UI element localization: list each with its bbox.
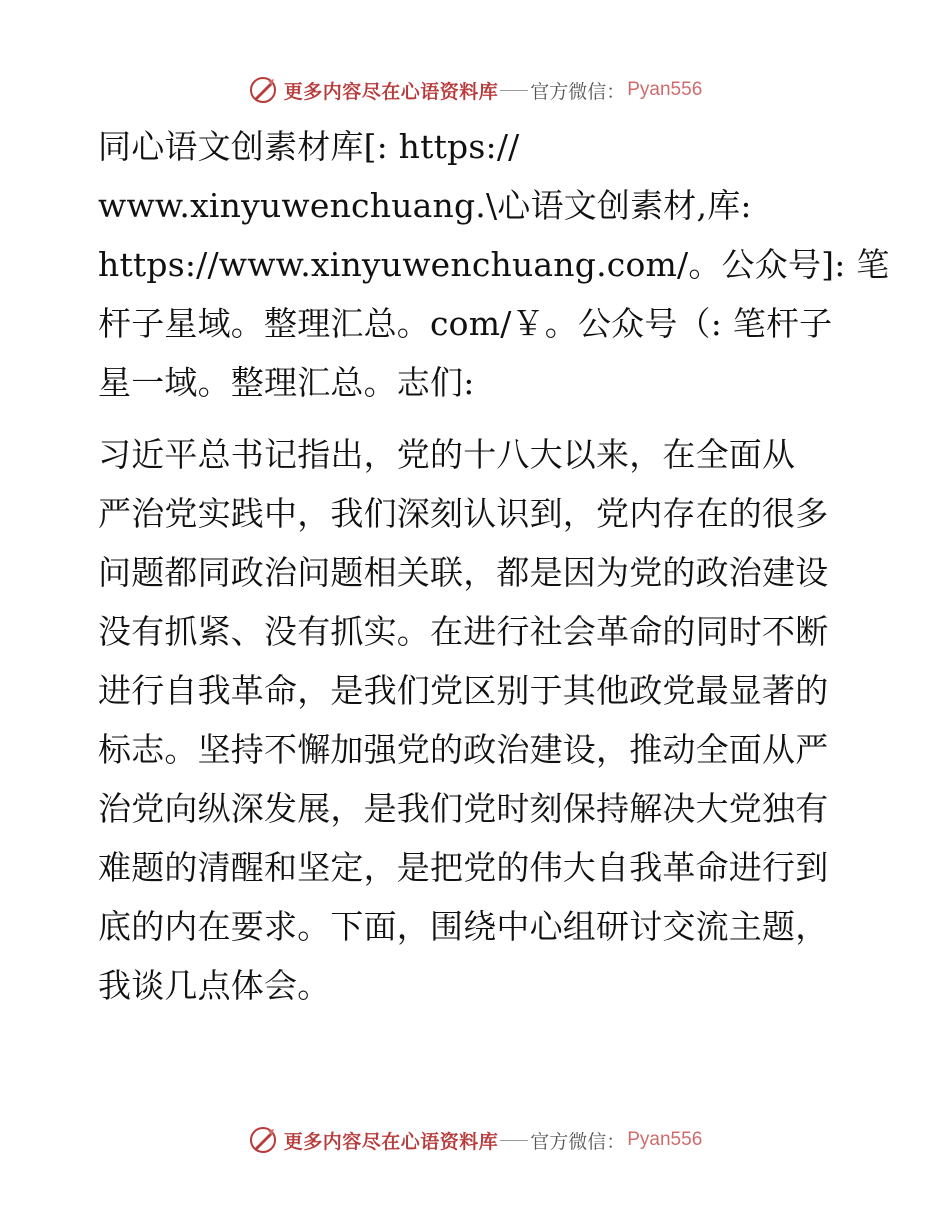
body-line: 底的内在要求。下面，围绕中心组研讨交流主题， bbox=[98, 907, 829, 946]
intro-line: 同心语文创素材库[: https:// bbox=[98, 127, 520, 166]
body-line: 标志。坚持不懈加强党的政治建设，推动全面从严 bbox=[98, 730, 829, 769]
body-line: 我谈几点体会。 bbox=[98, 966, 331, 1005]
intro-line: www.xinyuwenchuang.\心语文创素材,库: bbox=[98, 186, 752, 225]
footer-banner-sub-text: 官方微信： bbox=[530, 1130, 626, 1153]
footer-banner-contact: Pyan556 bbox=[627, 1129, 703, 1150]
intro-line: 星一域。整理汇总。志们: bbox=[98, 363, 475, 402]
body-line: 难题的清醒和坚定，是把党的伟大自我革命进行到 bbox=[98, 848, 829, 887]
quill-logo-icon bbox=[248, 1125, 278, 1155]
intro-line: https://www.xinyuwenchuang.com/。公众号]: 笔 bbox=[98, 245, 890, 284]
intro-paragraph bbox=[98, 117, 890, 412]
header-banner-contact: Pyan556 bbox=[627, 79, 703, 100]
body-line: 治党向纵深发展，是我们党时刻保持解决大党独有 bbox=[98, 789, 829, 828]
header-watermark-banner bbox=[0, 70, 950, 110]
header-banner-sub-text: 官方微信： bbox=[530, 80, 626, 103]
body-line: 进行自我革命，是我们党区别于其他政党最显著的 bbox=[98, 671, 829, 710]
header-banner-dash bbox=[500, 90, 528, 91]
body-line: 习近平总书记指出，党的十八大以来，在全面从 bbox=[98, 435, 796, 474]
intro-line: 杆子星域。整理汇总。com/￥。公众号（: 笔杆子 bbox=[98, 304, 833, 343]
header-banner-main-text: 更多内容尽在心语资料库 bbox=[283, 80, 499, 103]
body-line: 问题都同政治问题相关联，都是因为党的政治建设 bbox=[98, 553, 829, 592]
body-line: 严治党实践中，我们深刻认识到，党内存在的很多 bbox=[98, 494, 829, 533]
footer-banner-main-text: 更多内容尽在心语资料库 bbox=[283, 1130, 499, 1153]
body-paragraph bbox=[98, 425, 858, 1015]
footer-watermark-banner bbox=[0, 1120, 950, 1160]
quill-logo-icon bbox=[248, 75, 278, 105]
body-line: 没有抓紧、没有抓实。在进行社会革命的同时不断 bbox=[98, 612, 829, 651]
footer-banner-dash bbox=[500, 1140, 528, 1141]
